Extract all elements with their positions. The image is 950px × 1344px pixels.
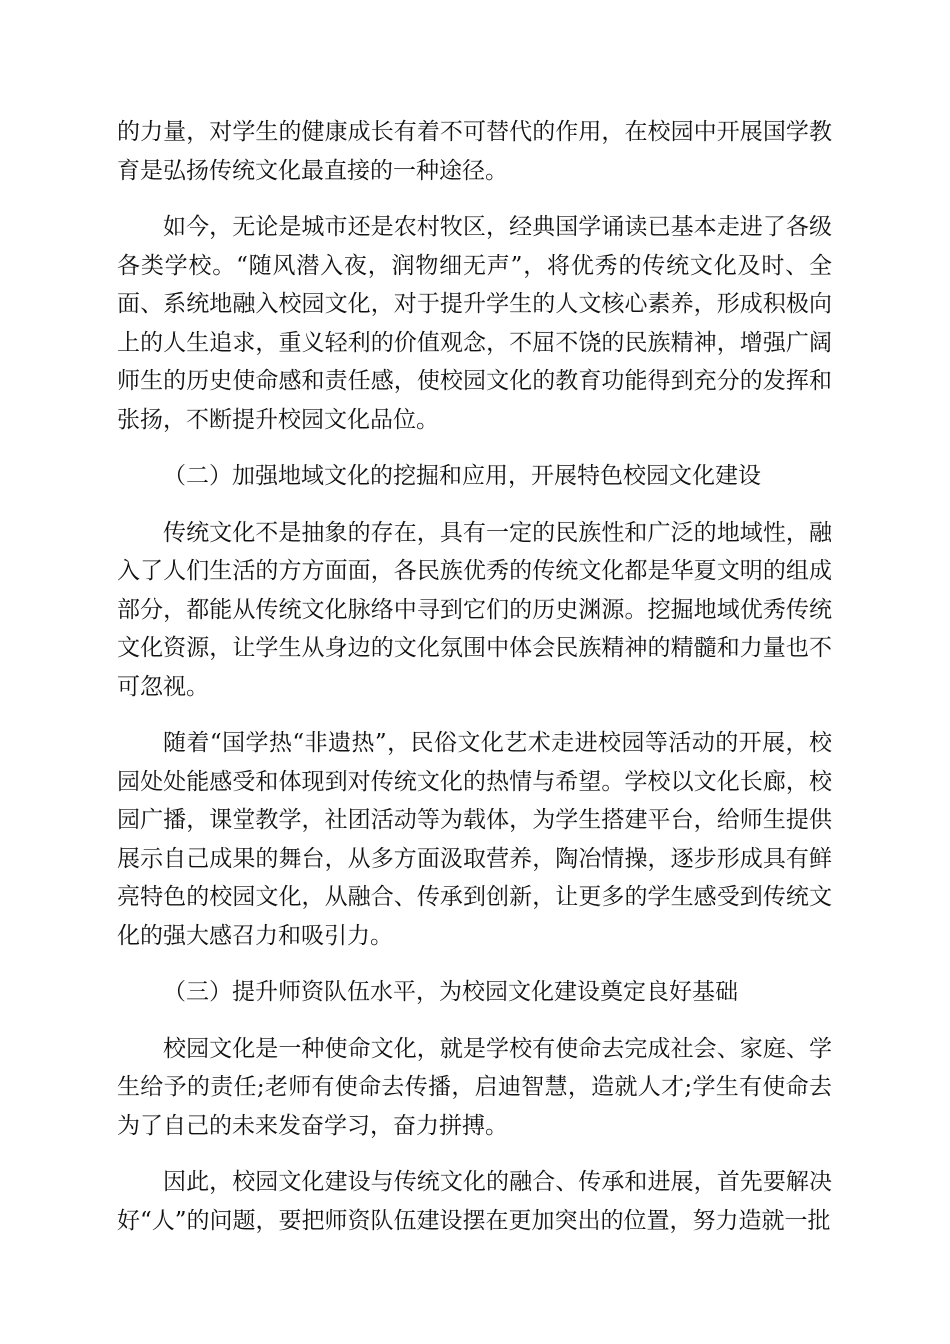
paragraph-mission-culture: 校园文化是一种使命文化，就是学校有使命去完成社会、家庭、学生给予的责任;老师有使命去传播，启迪智慧，造就人才;学生有使命去为了自己的未来发奋学习，奋力拼搏。 [117, 1035, 832, 1139]
section-heading-3: （三）提升师资队伍水平，为校园文化建设奠定良好基础 [163, 979, 738, 1005]
document-page [117, 113, 832, 1258]
paragraph-continuation: 的力量，对学生的健康成长有着不可替代的作用，在校园中开展国学教育是弘扬传统文化最直接的一种途径。 [117, 119, 832, 184]
paragraph-teacher-team: 因此，校园文化建设与传统文化的融合、传承和进展，首先要解决好“人”的问题，要把师资队伍建设摆在更加突出的位置，努力造就一批 [117, 1169, 832, 1234]
paragraph-regional-culture: 传统文化不是抽象的存在，具有一定的民族性和广泛的地域性，融入了人们生活的方方面面，各民族优秀的传统文化都是华夏文明的组成部分，都能从传统文化脉络中寻到它们的历史渊源。挖掘地域优秀传统文化资源，让学生从身边的文化氛围中体会民族精神的精髓和力量也不可忽视。 [117, 519, 832, 700]
paragraph-campus-activities: 随着“国学热“非遗热”，民俗文化艺术走进校园等活动的开展，校园处处能感受和体现到对传统文化的热情与希望。学校以文化长廊，校园广播，课堂教学，社团活动等为载体，为学生搭建平台，给师生提供展示自己成果的舞台，从多方面汲取营养，陶冶情操，逐步形成具有鲜亮特色的校园文化，从融合、传承到创新，让更多的学生感受到传统文化的强大感召力和吸引力。 [117, 730, 832, 949]
paragraph-classics-reading: 如今，无论是城市还是农村牧区，经典国学诵读已基本走进了各级各类学校。“随风潜入夜，润物细无声”，将优秀的传统文化及时、全面、系统地融入校园文化，对于提升学生的人文核心素养，形成积极向上的人生追求，重义轻利的价值观念，不屈不饶的民族精神，增强广阔师生的历史使命感和责任感，使校园文化的教育功能得到充分的发挥和张扬，不断提升校园文化品位。 [117, 214, 832, 433]
section-heading-2: （二）加强地域文化的挖掘和应用，开展特色校园文化建设 [163, 463, 761, 489]
